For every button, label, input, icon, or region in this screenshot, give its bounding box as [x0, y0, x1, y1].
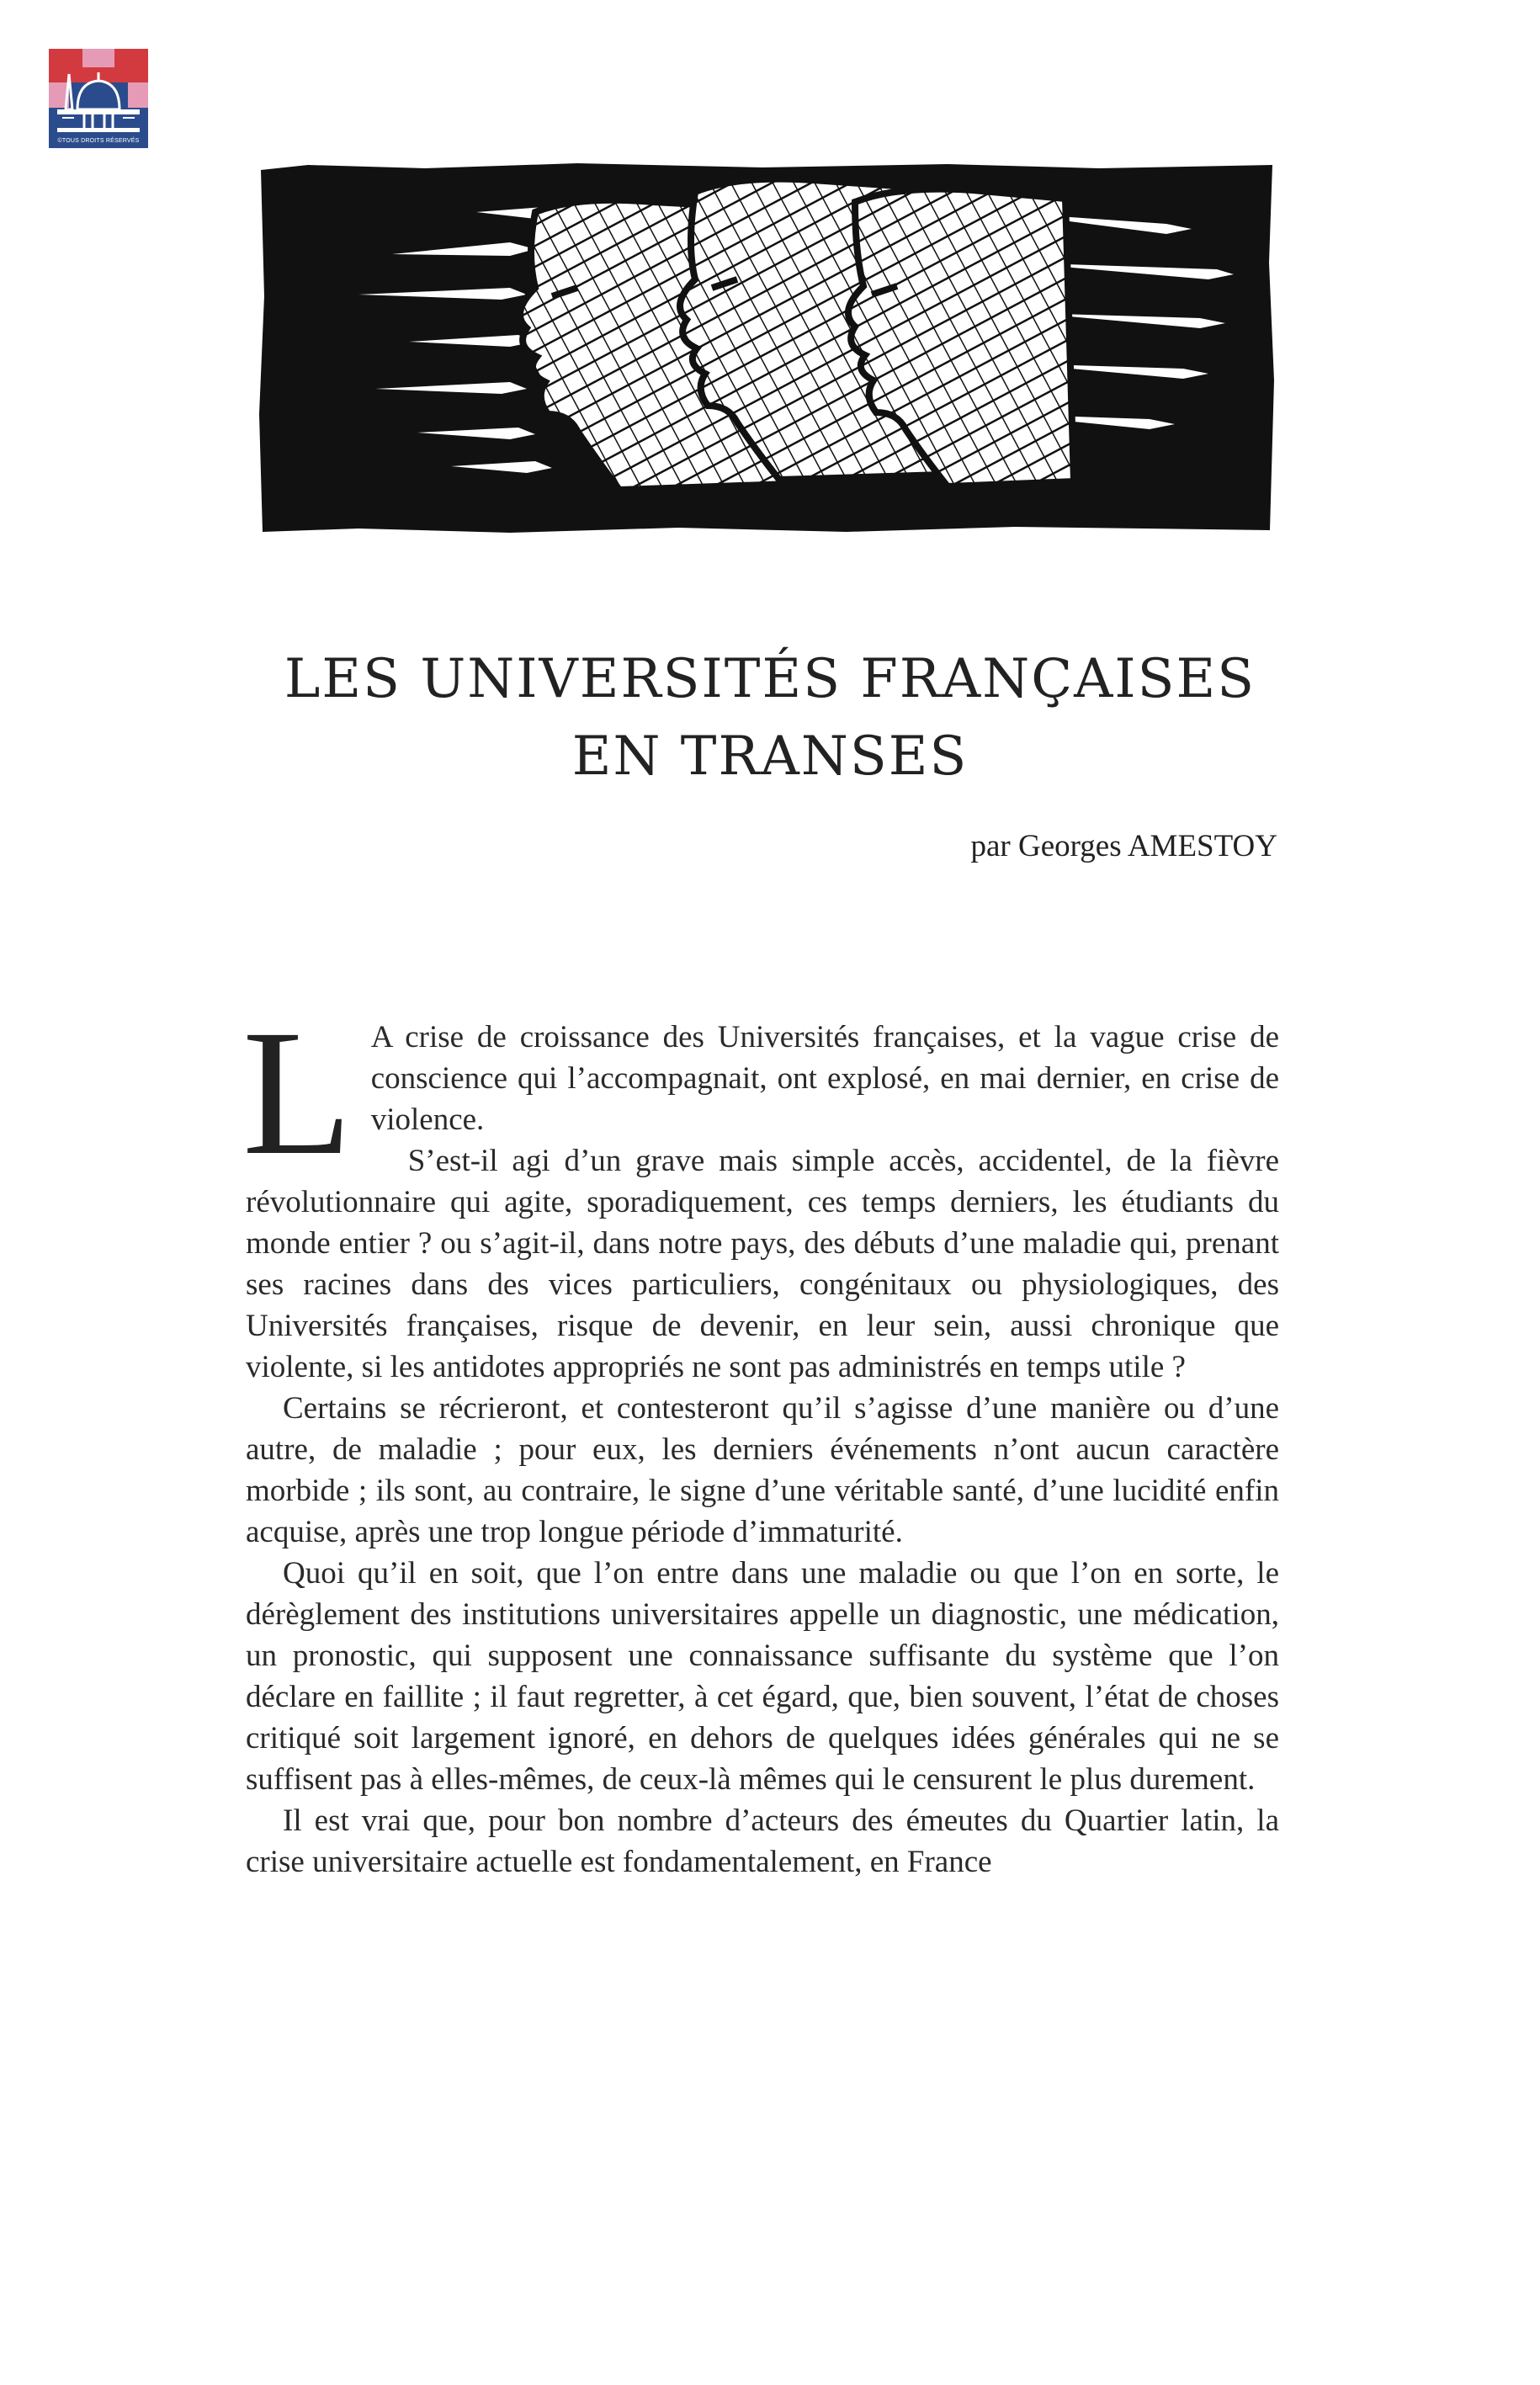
publisher-logo	[49, 49, 148, 148]
article-body	[242, 993, 1279, 1883]
paragraph: Il est vrai que, pour bon nombre d’acteurs des émeutes du Quartier latin, la crise universitaire actuelle est fondamentalement, en France	[246, 1803, 1279, 1879]
paragraph: Quoi qu’il en soit, que l’on entre dans une maladie ou que l’on en sorte, le dérèglement des institutions universitaires appelle un diagnostic, une médication, un pronostic, qui supposent une connaissance suffisante du système que l’on déclare en faillite ; il faut regretter, à cet égard, que, bien souvent, l’état de choses critiqué soit largement ignoré, en dehors de quelques idées générales qui ne se suffisent pas à elles-mêmes, de ceux-là mêmes qui le censurent le plus durement.	[246, 1556, 1279, 1797]
article-title-line-1: LES UNIVERSITÉS FRANÇAISES	[284, 648, 1256, 710]
paragraph: Certains se récrieront, et contesteront qu’il s’agisse d’une manière ou d’une autre, de maladie ; pour eux, les derniers événements n’ont aucun caractère morbide ; ils sont, au contraire, le signe d’une véritable santé, d’une lucidité enfin acquise, après une trop longue période d’immaturité.	[246, 1391, 1279, 1549]
article-title-line-2: EN TRANSES	[571, 725, 969, 788]
paragraph: S’est-il agi d’un grave mais simple accès, accidentel, de la fièvre révolutionnaire qui agite, sporadiquement, ces temps derniers, les étudiants du monde entier ? ou s’agit-il, dans notre pays, des débuts d’une maladie qui, prenant ses racines dans des vices particuliers, congénitaux ou physiologiques, des Universités françaises, risque de devenir, en leur sein, aussi chronique que violente, si les antidotes appropriés ne sont pas administrés en temps utile ?	[246, 1144, 1279, 1384]
paragraph-text: A crise de croissance des Universités françaises, et la vague crise de conscience qui l’accompagnait, ont explosé, en mai dernier, en crise de violence.	[370, 1020, 1279, 1137]
logo-caption: ©TOUS DROITS RÉSERVÉS	[49, 135, 148, 148]
article-byline: par Georges AMESTOY	[970, 829, 1277, 863]
drop-cap: L	[242, 993, 353, 1192]
dome-building-logo-icon	[49, 49, 148, 135]
header-illustration	[258, 162, 1276, 534]
paragraph	[242, 993, 1279, 1192]
three-profiles-woodcut-icon	[258, 162, 1276, 534]
